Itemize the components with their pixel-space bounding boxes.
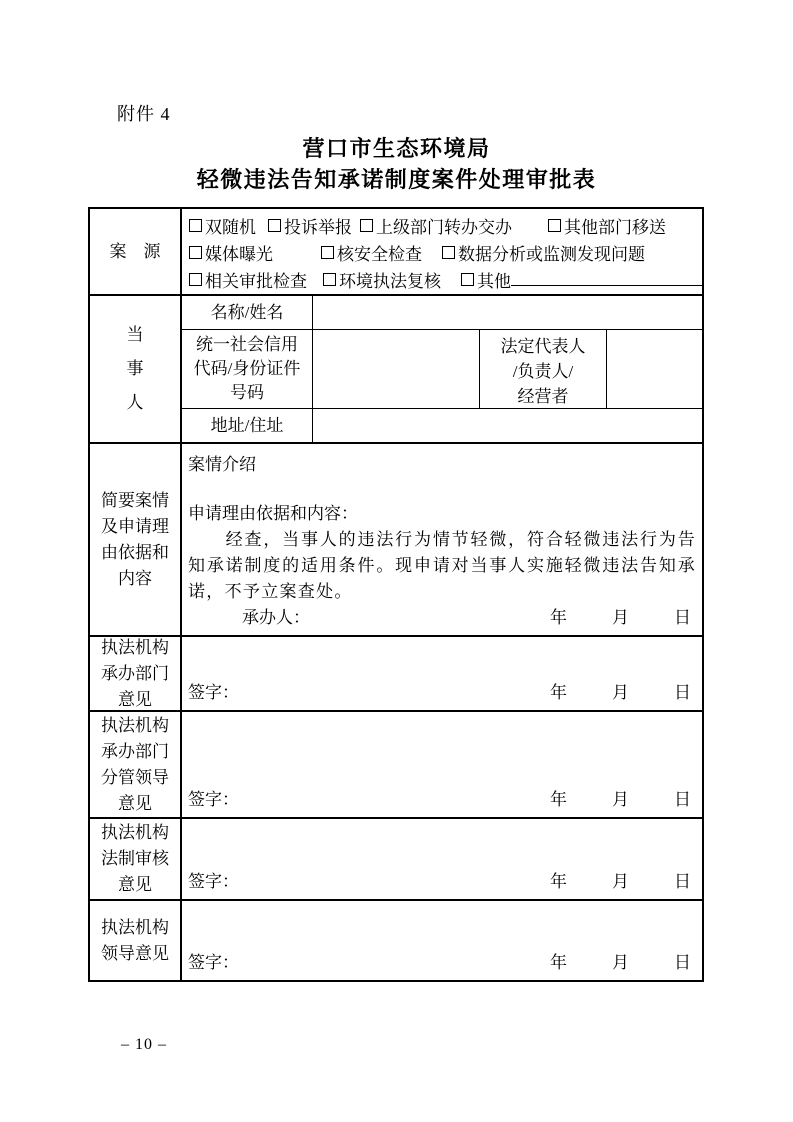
party-name-row <box>182 296 702 329</box>
date-group <box>550 950 691 976</box>
checkbox-label: 媒体曝光 <box>205 245 273 264</box>
checkbox-icon <box>461 273 474 286</box>
day-label: 日 <box>674 953 691 972</box>
approval-table <box>88 207 704 982</box>
case-source-line-3 <box>189 266 702 293</box>
other-fill-in-blank <box>511 266 702 286</box>
document-title-line1: 营口市生态环境局 <box>302 136 491 161</box>
handling-department-opinion-section <box>90 635 702 710</box>
legal-review-opinion-header: 执法机构 法制审核 意见 <box>90 819 182 899</box>
party-header-char: 事 <box>126 359 144 378</box>
month-label: 月 <box>612 872 629 891</box>
department-leader-opinion-content <box>182 712 702 817</box>
handling-department-opinion-header: 执法机构 承办部门 意见 <box>90 637 182 710</box>
case-intro-label: 案情介绍 <box>188 455 256 474</box>
department-leader-opinion-header: 执法机构 承办部门 分管领导 意见 <box>90 712 182 817</box>
name-label-cell: 名称/姓名 <box>182 296 313 329</box>
checkbox-label: 核安全检查 <box>337 245 422 264</box>
checkbox-icon <box>442 246 455 259</box>
sign-label: 签字： <box>188 790 239 809</box>
checkbox-icon <box>268 219 281 232</box>
checkbox-icon <box>189 219 202 232</box>
checkbox-other <box>461 267 511 292</box>
day-label: 日 <box>674 790 691 809</box>
document-title-line2: 轻微违法告知承诺制度案件处理审批表 <box>196 167 597 192</box>
day-label: 日 <box>674 872 691 891</box>
month-label: 月 <box>612 608 629 627</box>
date-group <box>550 605 691 631</box>
checkbox-complaint-report <box>268 213 352 238</box>
agency-leader-opinion-header: 执法机构 领导意见 <box>90 901 182 980</box>
checkbox-nuclear-safety-inspection <box>321 240 422 265</box>
case-source-line-1 <box>189 212 702 239</box>
brief-case-header: 简要案情 及申请理 由依据和 内容 <box>90 444 182 635</box>
case-source-header <box>90 209 182 294</box>
checkbox-icon <box>360 219 373 232</box>
name-value-cell <box>313 296 702 329</box>
year-label: 年 <box>550 683 567 702</box>
checkbox-double-random <box>189 213 256 238</box>
sign-label: 签字： <box>188 953 239 972</box>
sign-label: 签字： <box>188 872 239 891</box>
page-number: – 10 – <box>121 1036 167 1053</box>
checkbox-label: 其他 <box>477 272 511 291</box>
checkbox-label: 其他部门移送 <box>564 218 666 237</box>
reason-text: 经查，当事人的违法行为情节轻微，符合轻微违法行为告知承诺制度的适用条件。现申请对当事人实施轻微违法告知承诺，不予立案查处。 <box>188 530 696 601</box>
checkbox-icon <box>189 273 202 286</box>
checkbox-icon <box>321 246 334 259</box>
department-leader-opinion-section <box>90 710 702 817</box>
spacer <box>188 478 696 501</box>
credit-code-label-cell: 统一社会信用 代码/身份证件 号码 <box>182 330 313 408</box>
date-group <box>550 680 691 706</box>
brief-case-content <box>182 444 702 635</box>
checkbox-icon <box>323 273 336 286</box>
month-label: 月 <box>612 790 629 809</box>
party-header <box>90 296 182 442</box>
sign-date-line <box>188 950 696 976</box>
party-header-char: 当 <box>126 325 144 344</box>
checkbox-enforcement-review <box>323 267 441 292</box>
checkbox-label: 相关审批检查 <box>205 272 307 291</box>
party-section <box>90 294 702 442</box>
legal-review-opinion-section <box>90 817 702 899</box>
address-value-cell <box>313 409 702 442</box>
address-label-cell: 地址/住址 <box>182 409 313 442</box>
checkbox-media-exposure <box>189 240 273 265</box>
checkbox-icon <box>548 219 561 232</box>
legal-review-opinion-content <box>182 819 702 899</box>
legal-rep-label-cell: 法定代表人 /负责人/ 经营者 <box>480 330 607 408</box>
handler-date-line <box>188 605 696 631</box>
day-label: 日 <box>674 608 691 627</box>
year-label: 年 <box>550 790 567 809</box>
case-source-header-label: 案 源 <box>109 241 161 261</box>
checkbox-superior-transfer <box>360 213 512 238</box>
checkbox-data-analysis-monitoring <box>442 240 645 265</box>
agency-leader-opinion-content <box>182 901 702 980</box>
case-source-options-cell <box>182 209 702 294</box>
year-label: 年 <box>550 872 567 891</box>
reason-heading: 申请理由依据和内容： <box>188 504 358 523</box>
brief-case-section <box>90 442 702 635</box>
case-source-row <box>90 209 702 294</box>
sign-date-line <box>188 680 696 706</box>
party-header-char: 人 <box>126 393 144 412</box>
day-label: 日 <box>674 683 691 702</box>
year-label: 年 <box>550 608 567 627</box>
credit-code-value-cell <box>313 330 480 408</box>
checkbox-label: 数据分析或监测发现问题 <box>458 245 645 264</box>
sign-label: 签字： <box>188 683 239 702</box>
checkbox-label: 上级部门转办交办 <box>376 218 512 237</box>
party-subtable <box>182 296 702 442</box>
checkbox-label: 投诉举报 <box>284 218 352 237</box>
checkbox-label: 环境执法复核 <box>339 272 441 291</box>
legal-rep-value-cell <box>607 330 702 408</box>
checkbox-icon <box>189 246 202 259</box>
month-label: 月 <box>612 683 629 702</box>
date-group <box>550 787 691 813</box>
attachment-label: 附件 4 <box>117 104 171 124</box>
year-label: 年 <box>550 953 567 972</box>
party-credit-row <box>182 329 702 408</box>
sign-date-line <box>188 869 696 895</box>
month-label: 月 <box>612 953 629 972</box>
case-source-line-2 <box>189 239 702 266</box>
checkbox-other-department-transfer <box>548 213 666 238</box>
sign-date-line <box>188 787 696 813</box>
handling-department-opinion-content <box>182 637 702 710</box>
party-address-row <box>182 408 702 442</box>
handler-label: 承办人： <box>242 608 310 627</box>
checkbox-approval-inspection <box>189 267 307 292</box>
date-group <box>550 869 691 895</box>
agency-leader-opinion-section <box>90 899 702 980</box>
checkbox-label: 双随机 <box>205 218 256 237</box>
